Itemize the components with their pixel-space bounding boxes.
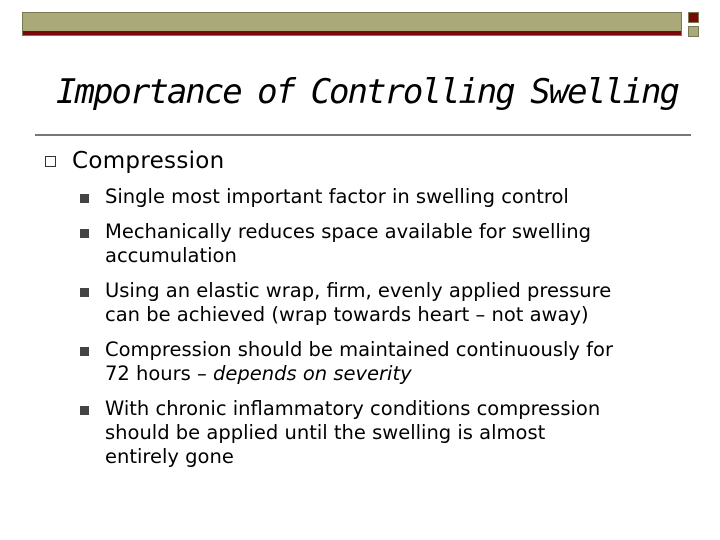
bullet-line-emphasis: depends on severity	[212, 362, 412, 385]
olive-stripe	[23, 13, 681, 31]
corner-olive-square	[688, 26, 699, 37]
level1-text: Compression	[72, 148, 225, 174]
bullet-line: Compression should be maintained continuously for	[105, 338, 613, 361]
bullet-line: accumulation	[105, 244, 237, 267]
top-decorative-bar	[22, 12, 682, 36]
list-item	[80, 397, 690, 469]
bullet-line: Single most important factor in swelling control	[105, 185, 569, 208]
bullet-list	[80, 185, 690, 480]
red-stripe	[23, 31, 681, 35]
square-bullet-icon	[80, 347, 89, 356]
title-divider	[35, 134, 691, 136]
bullet-line: Mechanically reduces space available for swelling	[105, 220, 591, 243]
list-item	[80, 185, 690, 209]
square-bullet-icon	[80, 406, 89, 415]
bullet-line: With chronic inflammatory conditions compression	[105, 397, 601, 420]
square-bullet-icon	[80, 288, 89, 297]
slide-title: Importance of Controlling Swelling	[56, 72, 678, 112]
bullet-line: should be applied until the swelling is almost	[105, 421, 546, 444]
square-bullet-icon	[80, 229, 89, 238]
bullet-line: entirely gone	[105, 445, 234, 468]
bullet-line: Using an elastic wrap, firm, evenly applied pressure	[105, 279, 612, 302]
list-item	[80, 338, 690, 386]
list-item	[80, 220, 690, 268]
list-item	[80, 279, 690, 327]
corner-red-square	[688, 12, 699, 23]
bullet-line	[105, 362, 690, 386]
bullet-line-prefix: 72 hours –	[105, 362, 213, 385]
bullet-line: can be achieved (wrap towards heart – not away)	[105, 303, 589, 326]
hollow-square-bullet-icon	[45, 156, 56, 167]
square-bullet-icon	[80, 194, 89, 203]
